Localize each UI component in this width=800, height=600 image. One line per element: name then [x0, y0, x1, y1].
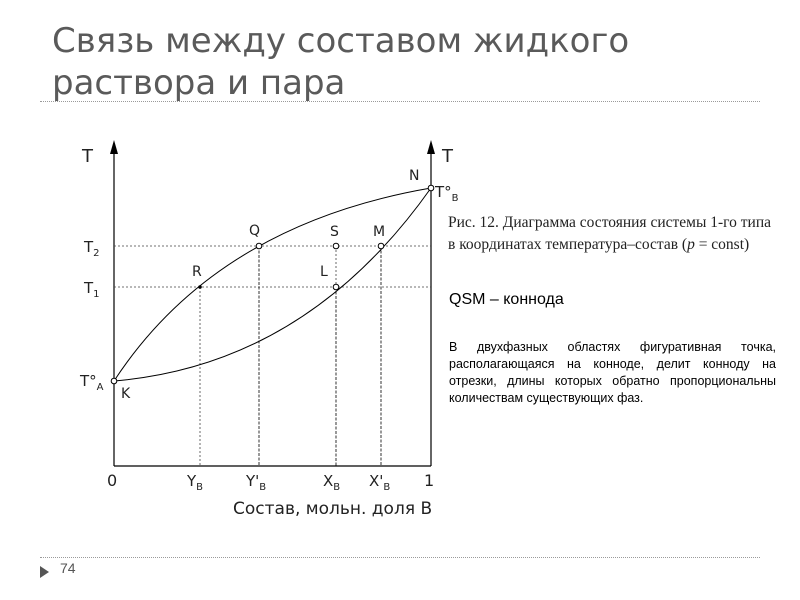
tick-xpb: $X'_B$ [369, 472, 391, 493]
conode-label: QSM – коннода [449, 291, 564, 308]
tb-label: $T^\circ_B$ [435, 183, 459, 204]
right-axis-label: T [442, 146, 453, 167]
tick-ypb: $Y'_B$ [246, 472, 267, 493]
t1-label: $T_1$ [84, 279, 100, 300]
label-Q: Q [249, 223, 261, 239]
point-S [333, 243, 339, 249]
label-R: R [192, 264, 202, 280]
vapor-curve [114, 188, 431, 381]
right-axis-arrow [427, 140, 435, 154]
tick-xb: $X_B$ [323, 472, 341, 493]
caption-line-1: Рис. 12. Диаграмма состояния системы 1-го типа [448, 214, 771, 231]
ta-label: $T^\circ_A$ [80, 372, 104, 393]
label-L: L [320, 264, 328, 280]
footer-divider [40, 557, 760, 558]
label-N: N [409, 168, 420, 184]
label-K: K [121, 386, 131, 402]
point-TA [111, 378, 117, 384]
point-R [198, 285, 202, 289]
point-Q [256, 243, 262, 249]
t2-label: $T_2$ [84, 238, 100, 259]
label-M: M [373, 224, 386, 240]
tick-0: 0 [107, 471, 118, 490]
slide-title: Связь между составом жидкого раствора и пара [52, 21, 630, 103]
label-S: S [330, 224, 339, 240]
axes [114, 147, 431, 466]
tick-yb: $Y_B$ [187, 472, 204, 493]
liquid-curve [114, 188, 431, 381]
x-axis-label: Состав, мольн. доля В [233, 499, 433, 519]
page-number: 74 [60, 560, 76, 576]
caption-line-2: в координатах температура–состав (p = const) [448, 236, 750, 253]
point-M [378, 243, 384, 249]
point-N [428, 185, 434, 191]
tick-1: 1 [424, 471, 435, 490]
left-axis-label: T [82, 146, 93, 167]
footer-arrow-icon [40, 566, 49, 578]
point-L [333, 284, 339, 290]
left-axis-arrow [110, 140, 118, 154]
figure-caption [448, 212, 788, 256]
description-text: В двухфазных областях фигуративная точка, располагающаяся на конноде, делит конноду на отрезки, длины которых обратно пропорциональны количествам существующих фаз. [449, 340, 776, 405]
guide-lines [114, 246, 431, 466]
